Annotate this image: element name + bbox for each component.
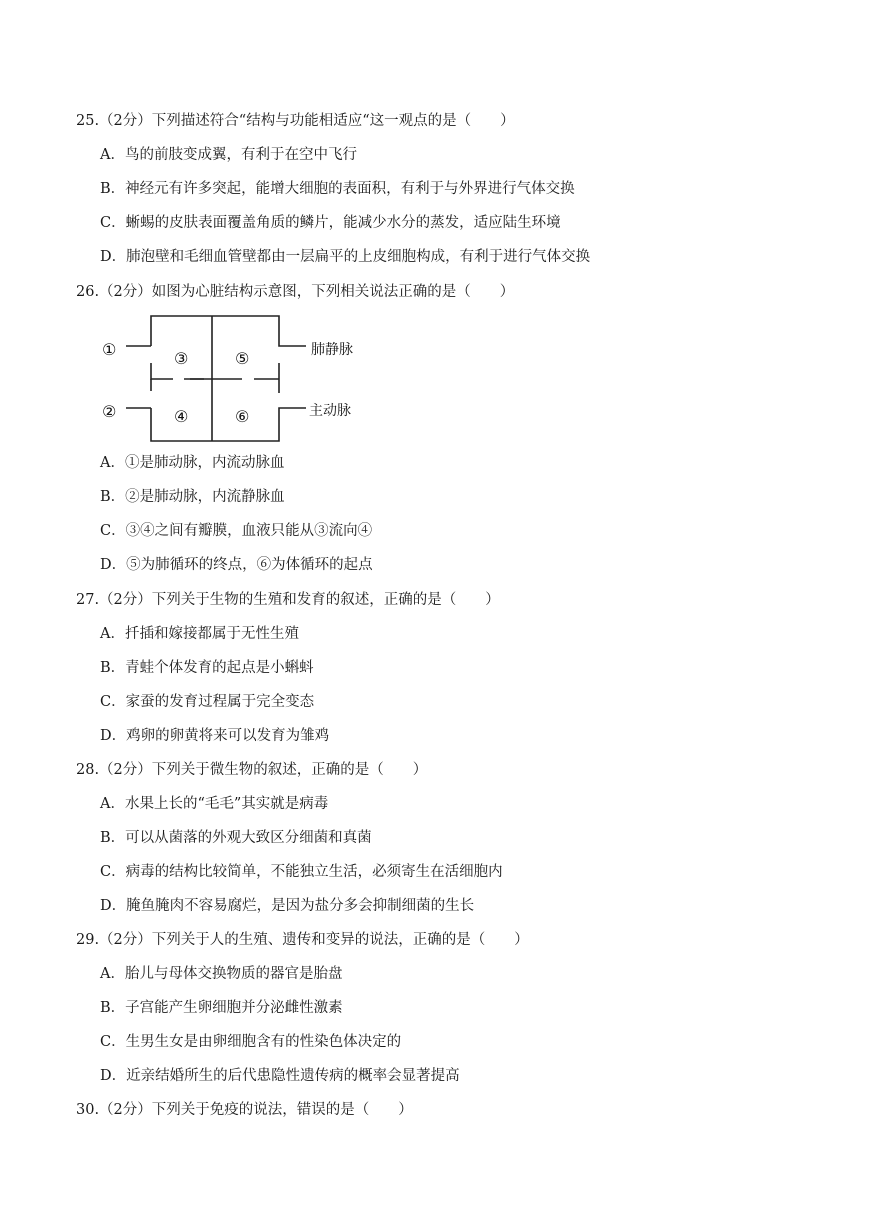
question-27-option-d: D．鸡卵的卵黄将来可以发育为雏鸡 bbox=[100, 728, 330, 744]
label-6: ⑥ bbox=[235, 407, 250, 426]
question-26-option-c: C．③④之间有瓣膜，血液只能从③流向④ bbox=[100, 523, 373, 539]
heart-diagram-svg bbox=[96, 313, 396, 443]
question-26-option-b: B．②是肺动脉，内流静脉血 bbox=[100, 489, 285, 505]
question-30-stem: 30.（2分）下列关于免疫的说法，错误的是（ ） bbox=[76, 1102, 413, 1118]
question-29-option-b: B．子宫能产生卵细胞并分泌雌性激素 bbox=[100, 1000, 343, 1016]
question-26-option-d: D．⑤为肺循环的终点，⑥为体循环的起点 bbox=[100, 557, 373, 573]
question-28-option-c: C．病毒的结构比较简单，不能独立生活，必须寄生在活细胞内 bbox=[100, 864, 503, 880]
label-aorta: 主动脉 bbox=[309, 403, 351, 419]
question-27-option-c: C．家蚕的发育过程属于完全变态 bbox=[100, 694, 315, 710]
question-27-option-a: A．扦插和嫁接都属于无性生殖 bbox=[100, 626, 299, 642]
label-2: ② bbox=[102, 402, 117, 421]
label-3: ③ bbox=[174, 349, 189, 368]
question-26-option-a: A．①是肺动脉，内流动脉血 bbox=[100, 455, 285, 471]
question-28-option-d: D．腌鱼腌肉不容易腐烂，是因为盐分多会抑制细菌的生长 bbox=[100, 898, 475, 914]
question-25-option-b: B．神经元有许多突起，能增大细胞的表面积，有利于与外界进行气体交换 bbox=[100, 181, 575, 197]
question-28-option-b: B．可以从菌落的外观大致区分细菌和真菌 bbox=[100, 830, 372, 846]
question-27-option-b: B．青蛙个体发育的起点是小蝌蚪 bbox=[100, 660, 314, 676]
question-25-option-d: D．肺泡壁和毛细血管壁都由一层扁平的上皮细胞构成，有利于进行气体交换 bbox=[100, 249, 591, 265]
question-28-option-a: A．水果上长的“毛毛”其实就是病毒 bbox=[100, 796, 329, 812]
question-25-stem: 25.（2分）下列描述符合“结构与功能相适应“这一观点的是（ ） bbox=[76, 113, 515, 129]
question-29-option-d: D．近亲结婚所生的后代患隐性遗传病的概率会显著提高 bbox=[100, 1068, 460, 1084]
question-29-option-a: A．胎儿与母体交换物质的器官是胎盘 bbox=[100, 966, 343, 982]
question-28-stem: 28.（2分）下列关于微生物的叙述，正确的是（ ） bbox=[76, 762, 428, 778]
question-29-stem: 29.（2分）下列关于人的生殖、遗传和变异的说法，正确的是（ ） bbox=[76, 932, 529, 948]
label-4: ④ bbox=[174, 407, 189, 426]
question-25-option-a: A．鸟的前肢变成翼，有利于在空中飞行 bbox=[100, 147, 357, 163]
question-25-option-c: C．蜥蜴的皮肤表面覆盖角质的鳞片，能减少水分的蒸发，适应陆生环境 bbox=[100, 215, 561, 231]
label-pulmonary-vein: 肺静脉 bbox=[311, 342, 353, 358]
question-29-option-c: C．生男生女是由卵细胞含有的性染色体决定的 bbox=[100, 1034, 402, 1050]
question-26-stem: 26.（2分）如图为心脏结构示意图，下列相关说法正确的是（ ） bbox=[76, 284, 515, 300]
heart-structure-diagram bbox=[96, 313, 396, 443]
question-27-stem: 27.（2分）下列关于生物的生殖和发育的叙述，正确的是（ ） bbox=[76, 592, 500, 608]
label-5: ⑤ bbox=[235, 349, 250, 368]
label-1: ① bbox=[102, 340, 117, 359]
